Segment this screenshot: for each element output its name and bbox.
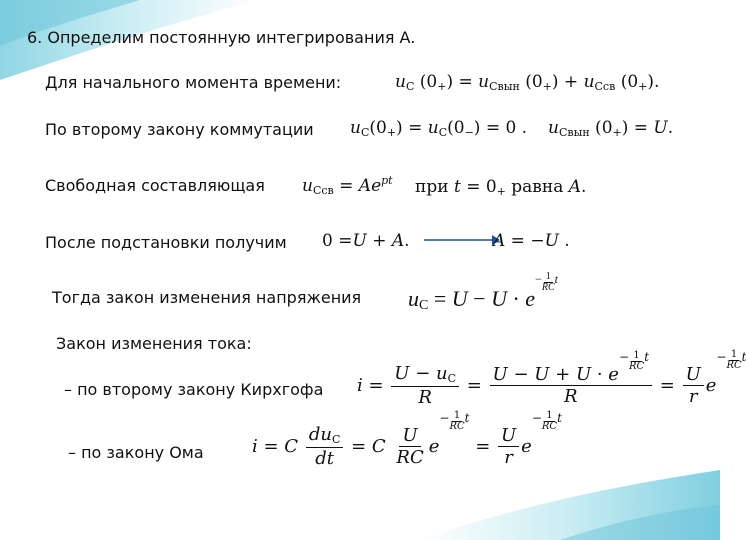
row3-label: Свободная составляющая <box>45 176 265 195</box>
arrow-icon <box>424 234 500 246</box>
row2-formula2: $u_{Свын}$ $(0_+) = U$. <box>548 118 674 139</box>
row4-label: После подстановки получим <box>45 233 287 252</box>
row8-formula: i = C $\frac{du_C}{dt}$ = C $\frac{U}{RC}$ e− $\frac{1}{RC}$ t = $\frac{U}{r}$ e− $\frac{1}{RC}$ t <box>252 410 562 470</box>
row1-label: Для начального момента времени: <box>45 73 342 92</box>
row1-formula: $u_C$ $(0_+) = u_{Свын}$ $(0_+) + u_{Ссв}$ $(0_+)$. <box>395 72 660 93</box>
row4-formula: 0 =U + A. <box>322 231 410 251</box>
row3-formula: $u_{Ссв} = Ae^{pt}$ <box>302 174 393 197</box>
row7-label: – по второму закону Кирхгофа <box>64 380 324 399</box>
row3-suffix: при $t = 0_+$ равна A. <box>415 177 587 198</box>
row4-result: A = −U . <box>493 231 570 251</box>
row8-label: – по закону Ома <box>68 443 204 462</box>
row6-label: Закон изменения тока: <box>56 334 252 353</box>
row5-formula: $u_C = U - U \cdot e-$ $\frac{1}{RC}$ t <box>408 271 558 313</box>
row7-formula: i = $\frac{U - u_C}{R}$ = U − U + U · e− $\frac{1}{RC}$ t R = $\frac{U}{r}$ e− $\frac{1}{RC}$ t <box>357 349 746 409</box>
page-title: 6. Определим постоянную интегрирования A. <box>27 28 416 47</box>
row5-label: Тогда закон изменения напряжения <box>52 288 362 307</box>
row2-label: По второму закону коммутации <box>45 120 314 139</box>
row2-formula: $u_C(0_+) = u_C(0_-) = 0$ . <box>350 118 528 139</box>
